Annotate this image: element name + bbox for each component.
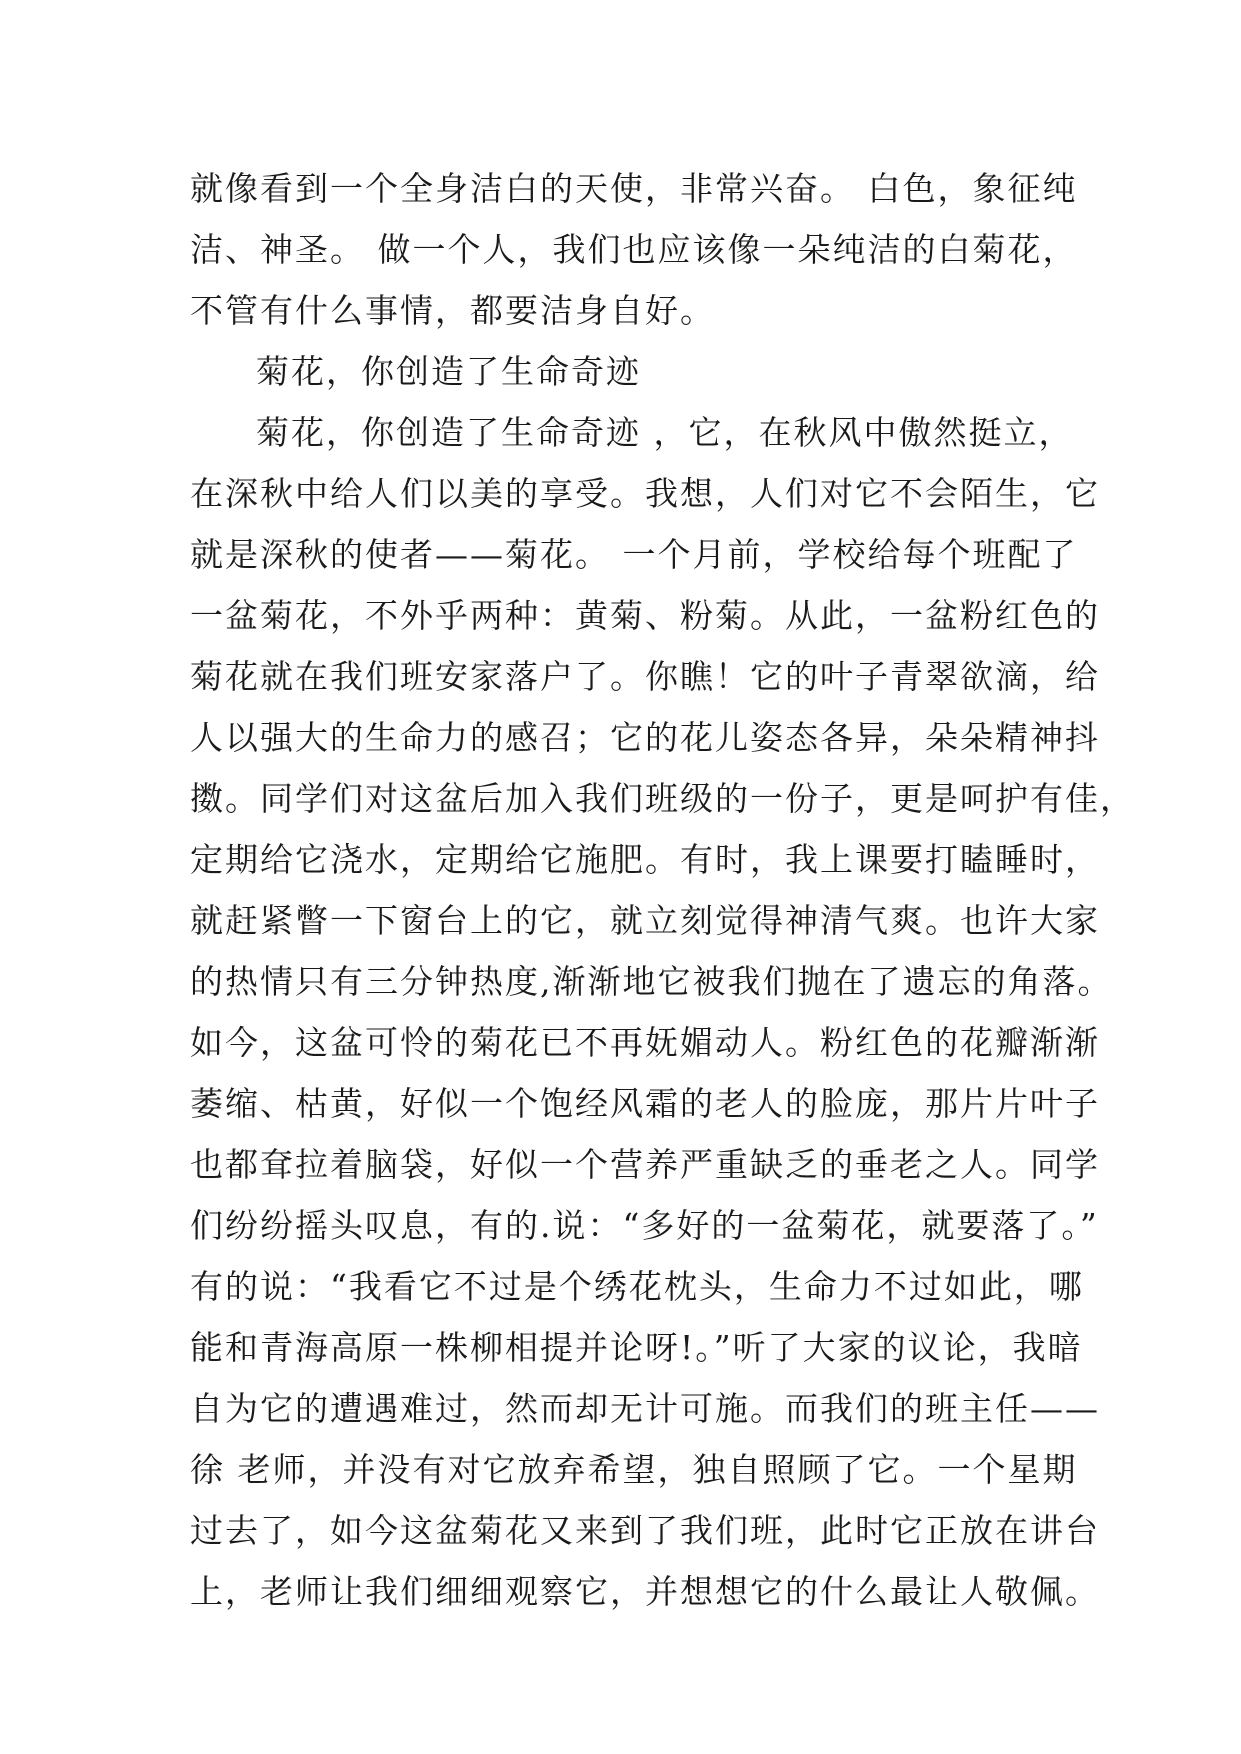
text-line: 上，老师让我们细细观察它，并想想它的什么最让人敬佩。: [190, 1572, 1100, 1611]
text-line: 擞。同学们对这盆后加入我们班级的一份子，更是呵护有佳，: [190, 779, 1135, 818]
text-line: 萎缩、枯黄，好似一个饱经风霜的老人的脸庞，那片片叶子: [190, 1084, 1100, 1123]
text-line: 定期给它浇水，定期给它施肥。有时，我上课要打瞌睡时，: [190, 840, 1100, 879]
text-line: 们纷纷摇头叹息，有的.说：“多好的一盆菊花，就要落了。”: [190, 1206, 1099, 1245]
text-line: 在深秋中给人们以美的享受。我想，人们对它不会陌生，它: [190, 474, 1100, 513]
text-line: 不管有什么事情，都要洁身自好。: [190, 291, 715, 330]
text-line: 徐 老师，并没有对它放弃希望，独自照顾了它。一个星期: [190, 1450, 1078, 1489]
text-line: 过去了，如今这盆菊花又来到了我们班，此时它正放在讲台: [190, 1511, 1100, 1550]
text-line: 也都耷拉着脑袋，好似一个营养严重缺乏的垂老之人。同学: [190, 1145, 1100, 1184]
text-line: 就是深秋的使者——菊花。 一个月前，学校给每个班配了: [190, 535, 1078, 574]
text-line: 自为它的遭遇难过，然而却无计可施。而我们的班主任——: [190, 1389, 1100, 1428]
text-line: 人以强大的生命力的感召；它的花儿姿态各异，朵朵精神抖: [190, 718, 1100, 757]
text-line: 洁、神圣。 做一个人，我们也应该像一朵纯洁的白菊花，: [190, 230, 1078, 269]
text-line: 一盆菊花，不外乎两种：黄菊、粉菊。从此，一盆粉红色的: [190, 596, 1100, 635]
section-heading: 菊花，你创造了生命奇迹: [256, 352, 641, 391]
text-line: 能和青海高原一株柳相提并论呀!。”听了大家的议论，我暗: [190, 1328, 1083, 1367]
text-line: 菊花，你创造了生命奇迹 ，它，在秋风中傲然挺立，: [256, 413, 1074, 452]
text-line: 就赶紧瞥一下窗台上的它，就立刻觉得神清气爽。也许大家: [190, 901, 1100, 940]
text-line: 就像看到一个全身洁白的天使，非常兴奋。 白色，象征纯: [190, 169, 1078, 208]
article-body: [190, 158, 1135, 1622]
text-line: 有的说：“我看它不过是个绣花枕头，生命力不过如此，哪: [190, 1267, 1084, 1306]
text-line: 的热情只有三分钟热度,渐渐地它被我们抛在了遗忘的角落。: [190, 962, 1113, 1001]
text-line: 如今，这盆可怜的菊花已不再妩媚动人。粉红色的花瓣渐渐: [190, 1023, 1100, 1062]
text-line: 菊花就在我们班安家落户了。你瞧！它的叶子青翠欲滴，给: [190, 657, 1100, 696]
